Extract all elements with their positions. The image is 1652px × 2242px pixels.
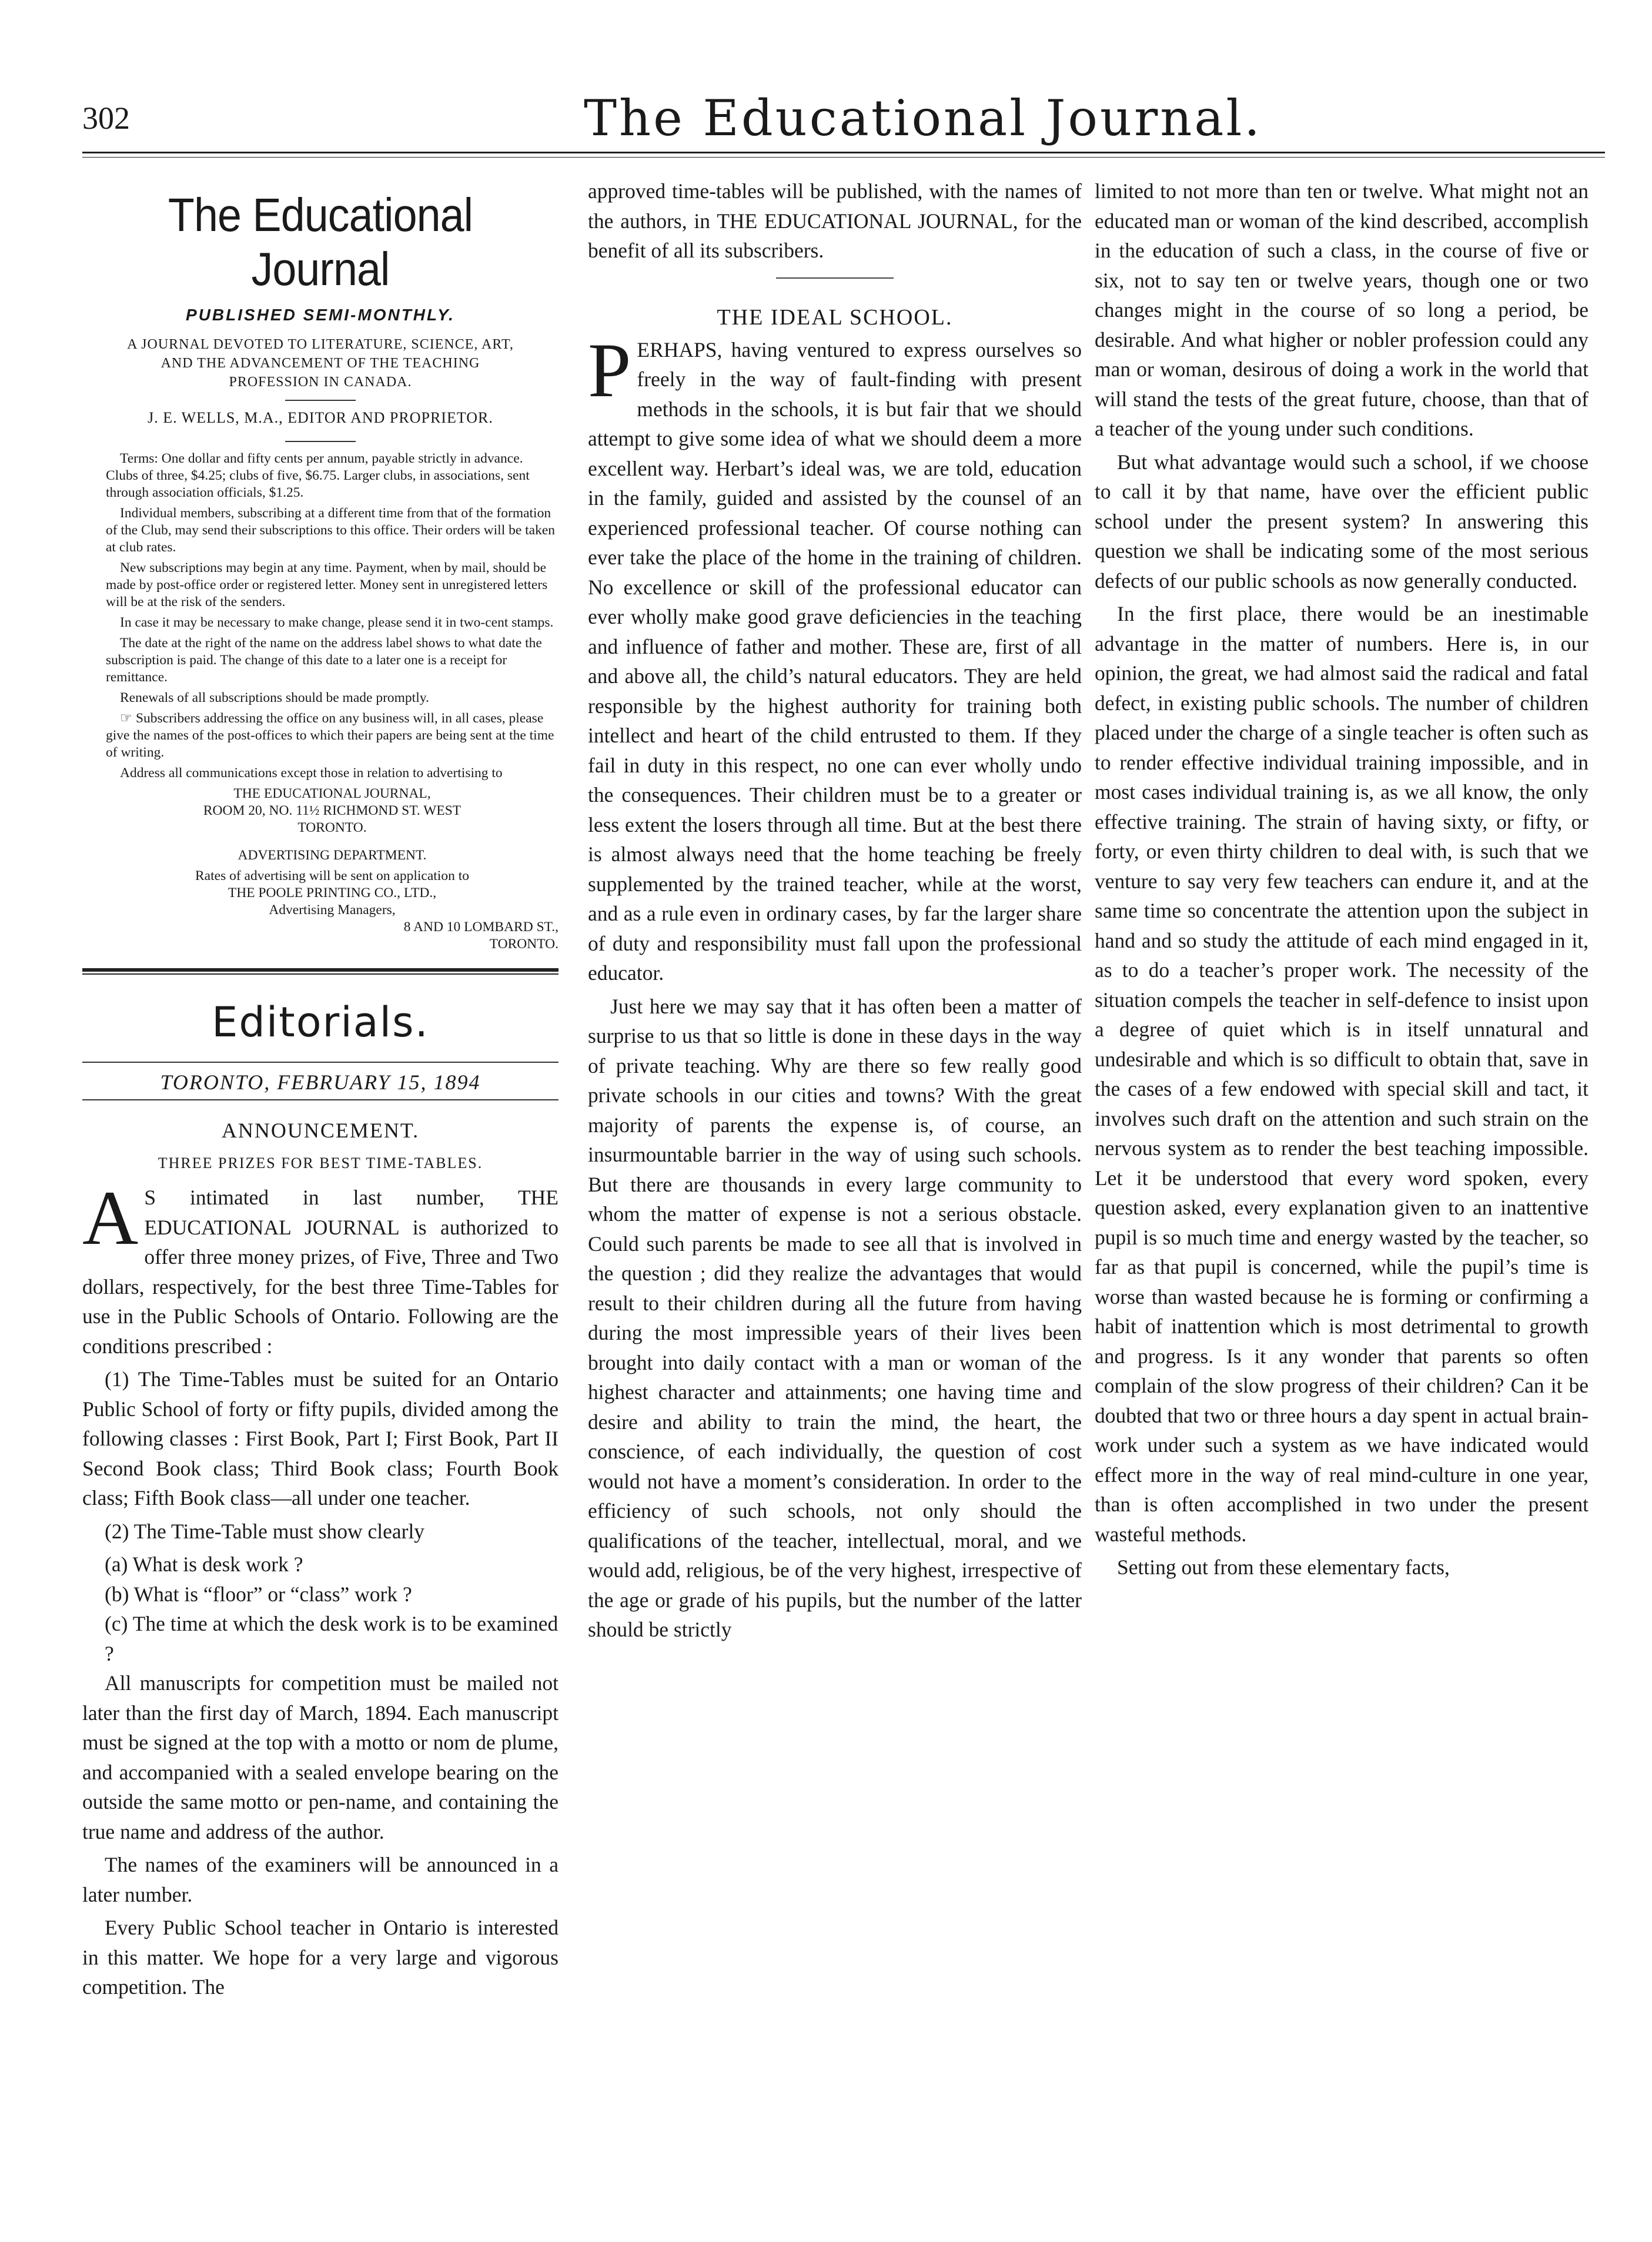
- advertising-line: Rates of advertising will be sent on application to: [195, 868, 469, 884]
- running-head: The Educational Journal.: [583, 89, 1263, 147]
- address-line: ROOM 20, NO. 11½ RICHMOND ST. WEST: [203, 803, 462, 818]
- header-rule: [82, 152, 1605, 158]
- drop-cap: A: [82, 1174, 139, 1261]
- condition-2a: (a) What is desk work ?: [105, 1552, 303, 1576]
- column-middle: [588, 176, 1082, 1648]
- condition-2c: (c) The time at which the desk work is to be examined ?: [105, 1612, 559, 1665]
- masthead-published: PUBLISHED SEMI-MONTHLY.: [186, 306, 455, 324]
- announcement-heading: ANNOUNCEMENT.: [221, 1119, 420, 1142]
- terms-paragraph: Address all communications except those in relation to advertising to: [120, 765, 503, 781]
- terms-paragraph: Terms: One dollar and fifty cents per annum, payable strictly in advance. Clubs of three, $4.25; clubs of five, $6.75. Larger clubs, in associations, sent through association officials, $1.25.: [106, 451, 530, 500]
- ideal-paragraph-6: Setting out from these elementary facts,: [1117, 1555, 1450, 1579]
- address-line: TORONTO.: [297, 820, 367, 835]
- every-teacher-paragraph: Every Public School teacher in Ontario is interested in this matter. We hope for a very large and vigorous competition. The: [82, 1916, 559, 1999]
- divider: [285, 441, 356, 442]
- terms-paragraph: New subscriptions may begin at any time. Payment, when by mail, should be made by post-office order or registered letter. Money sent in unregistered letters will be at the risk of the senders.: [106, 560, 548, 610]
- divider: [285, 400, 356, 401]
- ideal-school-heading: THE IDEAL SCHOOL.: [717, 304, 953, 330]
- announcement-subheading: THREE PRIZES FOR BEST TIME-TABLES.: [158, 1155, 483, 1172]
- address-line: THE EDUCATIONAL JOURNAL,: [233, 786, 431, 801]
- ideal-paragraph-5: In the first place, there would be an inestimable advantage in the matter of numbers. Here is, in our opinion, the great, we had almost said the radical and fatal defect, in existing public schools. The number of children placed under the charge of a single teacher is often such as to render effective individual training impossible, and in most cases individual training is, as we all know, the only effective training. The strain of having sixty, or fifty, or forty, or even thirty children to deal with, is such that we venture to say very few teachers can endure it, and at the same time so concentrate the attention upon the subject in hand and so study the attitude of each mind engaged in it, as to do a teacher’s proper work. The necessity of the situation compels the teacher in self-defence to insist upon a degree of quiet which is in itself unnatural and undesirable and which is so difficult to obtain that, save in the cases of a few endowed with special skill and tact, it involves such draft on the attention and such strain on the nervous system as to render the best teaching impossible. Let it be understood that every word spoken, every question asked, every explanation given to an inattentive pupil is so much time and energy wasted by the teacher, so far as that pupil is concerned, while the pupil’s time is worse than wasted because he is forming or confirming a habit of inattention which is most detrimental to growth and progress. Is it any wonder that parents so often complain of the slow progress of their children? Can it be doubted that two or three hours a day spent in actual brain-work under such a system as we have indicated would effect more in the way of real mind-culture in one year, than is often accomplished in two under the present wasteful methods.: [1095, 602, 1589, 1546]
- terms-paragraph: Renewals of all subscriptions should be made promptly.: [120, 690, 429, 705]
- terms-paragraph: Individual members, subscribing at a different time from that of the formation of the Club, may send their subscriptions to this office. Their orders will be taken at club rates.: [106, 506, 556, 555]
- advertising-line: Advertising Managers,: [269, 902, 396, 918]
- masthead-description: A JOURNAL DEVOTED TO LITERATURE, SCIENCE, ART, AND THE ADVANCEMENT OF THE TEACHING PROFESSION IN CANADA.: [127, 337, 514, 390]
- terms-paragraph: The date at the right of the name on the address label shows to what date the subscription is paid. The change of this date to a later one is a receipt for remittance.: [106, 635, 542, 685]
- section-rule: [82, 968, 559, 975]
- divider: [82, 1099, 559, 1100]
- page-number: 302: [82, 101, 130, 136]
- condition-2: (2) The Time-Table must show clearly: [105, 1519, 425, 1543]
- ideal-paragraph-3: limited to not more than ten or twelve. What might not an educated man or woman of the kind described, accomplish in the education of such a class, in the course of five or six, not to say ten or twelve years, though one or two changes might in the course of so long a period, be desirable. And what higher or nobler profession could any man or woman, desirous of doing a work in the world that will stand the tests of the great future, choose, than that of a teacher of the young under such conditions.: [1095, 179, 1589, 440]
- editorials-heading: Editorials.: [212, 998, 429, 1046]
- terms-paragraph: ☞ Subscribers addressing the office on any business will, in all cases, please give the names of the post-offices to which their papers are being sent at the time of writing.: [106, 711, 554, 760]
- divider: [82, 1062, 559, 1063]
- manuscripts-paragraph: All manuscripts for competition must be mailed not later than the first day of March, 1894. Each manuscript must be signed at the top with a motto or nom de plume, and accompanied with a sealed envelope bearing on the outside the same motto or pen-name, and containing the true name and address of the author.: [82, 1671, 559, 1843]
- masthead-title: The Educational Journal: [168, 189, 473, 295]
- column-right: [1095, 176, 1589, 1586]
- condition-1: (1) The Time-Tables must be suited for an Ontario Public School of forty or fifty pupils, divided among the following classes : First Book, Part I; First Book, Part II Second Book class; Third Book class; Fourth Book class; Fifth Book class—all under one teacher.: [82, 1367, 559, 1510]
- condition-2b: (b) What is “floor” or “class” work ?: [105, 1582, 412, 1606]
- announcement-body: [82, 1174, 559, 2002]
- ideal-paragraph-4: But what advantage would such a school, if we choose to call it by that name, have over the efficient public school under the present system? In answering this question we shall be indicating some of the most serious defects of our public schools as now generally conducted.: [1095, 450, 1589, 593]
- column-left: [82, 176, 559, 2006]
- advertising-head: ADVERTISING DEPARTMENT.: [238, 848, 427, 863]
- terms-paragraph: In case it may be necessary to make change, please send it in two-cent stamps.: [120, 615, 554, 630]
- advertising-line: TORONTO.: [489, 936, 559, 952]
- examiners-paragraph: The names of the examiners will be announced in a later number.: [82, 1853, 559, 1906]
- advertising-line: THE POOLE PRINTING CO., LTD.,: [228, 885, 437, 901]
- ideal-paragraph-2: Just here we may say that it has often been a matter of surprise to us that so little is done in these days in the way of private teaching. Why are there so few really good private schools in our cities and towns? With the great majority of parents the expense is, of course, an insurmountable barrier in the way of using such schools. But there are thousands in every large community to whom the matter of expense is not a serious obstacle. Could such parents be made to see all that is involved in the question ; did they realize the advantages that would result to their children during all the future from having during the most impressible years of their lives been brought into daily contact with a man or woman of the highest character and attainments; one having time and desire and ability to train the mind, the heart, the conscience, of each individually, the question of cost would not have a moment’s consideration. In order to the efficiency of such schools, not only should the qualifications of the teacher, intellectual, moral, and we would add, religious, be of the very highest, irrespective of the age or grade of his pupils, but the number of the latter should be strictly: [588, 994, 1082, 1641]
- announcement-intro: [82, 1174, 559, 1361]
- paragraph-text: ERHAPS, having ventured to express ourselves so freely in the way of fault-finding with present methods in the schools, it is but fair that we should attempt to give some idea of what we should deem a more excellent way. Herbart’s ideal was, we are told, education in the family, guided and assisted by the counsel of an experienced professional teacher. Of course nothing can ever take the place of the home in the training of children. No excellence or skill of the professional educator can ever wholly make good grave deficiencies in the teaching and influence of father and mother. These are, first of all and above all, the child’s natural educators. They are held responsible by the highest authority for training both intellect and heart of the child entrusted to them. If they fail in duty in this respect, no one can ever wholly undo the consequences. Their children must be to a greater or less extent the losers through all time. But at the best there is almost always need that the home teaching be freely supplemented by the trained teacher, while at the worst, and as a rule even in ordinary cases, by far the larger share of duty and responsibility must fall upon the professional educator.: [588, 337, 1082, 985]
- intro-text: S intimated in last number, THE EDUCATIONAL JOURNAL is authorized to offer three money prizes, of Five, Three and Two dollars, respectively, for the best three Time-Tables for use in the Public Schools of Ontario. Following are the conditions prescribed :: [82, 1186, 559, 1358]
- ideal-paragraph-1: [588, 326, 1082, 988]
- divider: [776, 277, 894, 279]
- dateline: TORONTO, FEBRUARY 15, 1894: [160, 1070, 481, 1094]
- terms-block: [106, 450, 559, 953]
- drop-cap: P: [588, 326, 631, 413]
- advertising-line: 8 AND 10 LOMBARD ST.,: [403, 919, 559, 935]
- continuation-paragraph: approved time-tables will be published, with the names of the authors, in THE EDUCATIONAL JOURNAL, for the benefit of all its subscribers.: [588, 179, 1082, 262]
- masthead-editor: J. E. WELLS, M.A., EDITOR AND PROPRIETOR.: [148, 409, 493, 426]
